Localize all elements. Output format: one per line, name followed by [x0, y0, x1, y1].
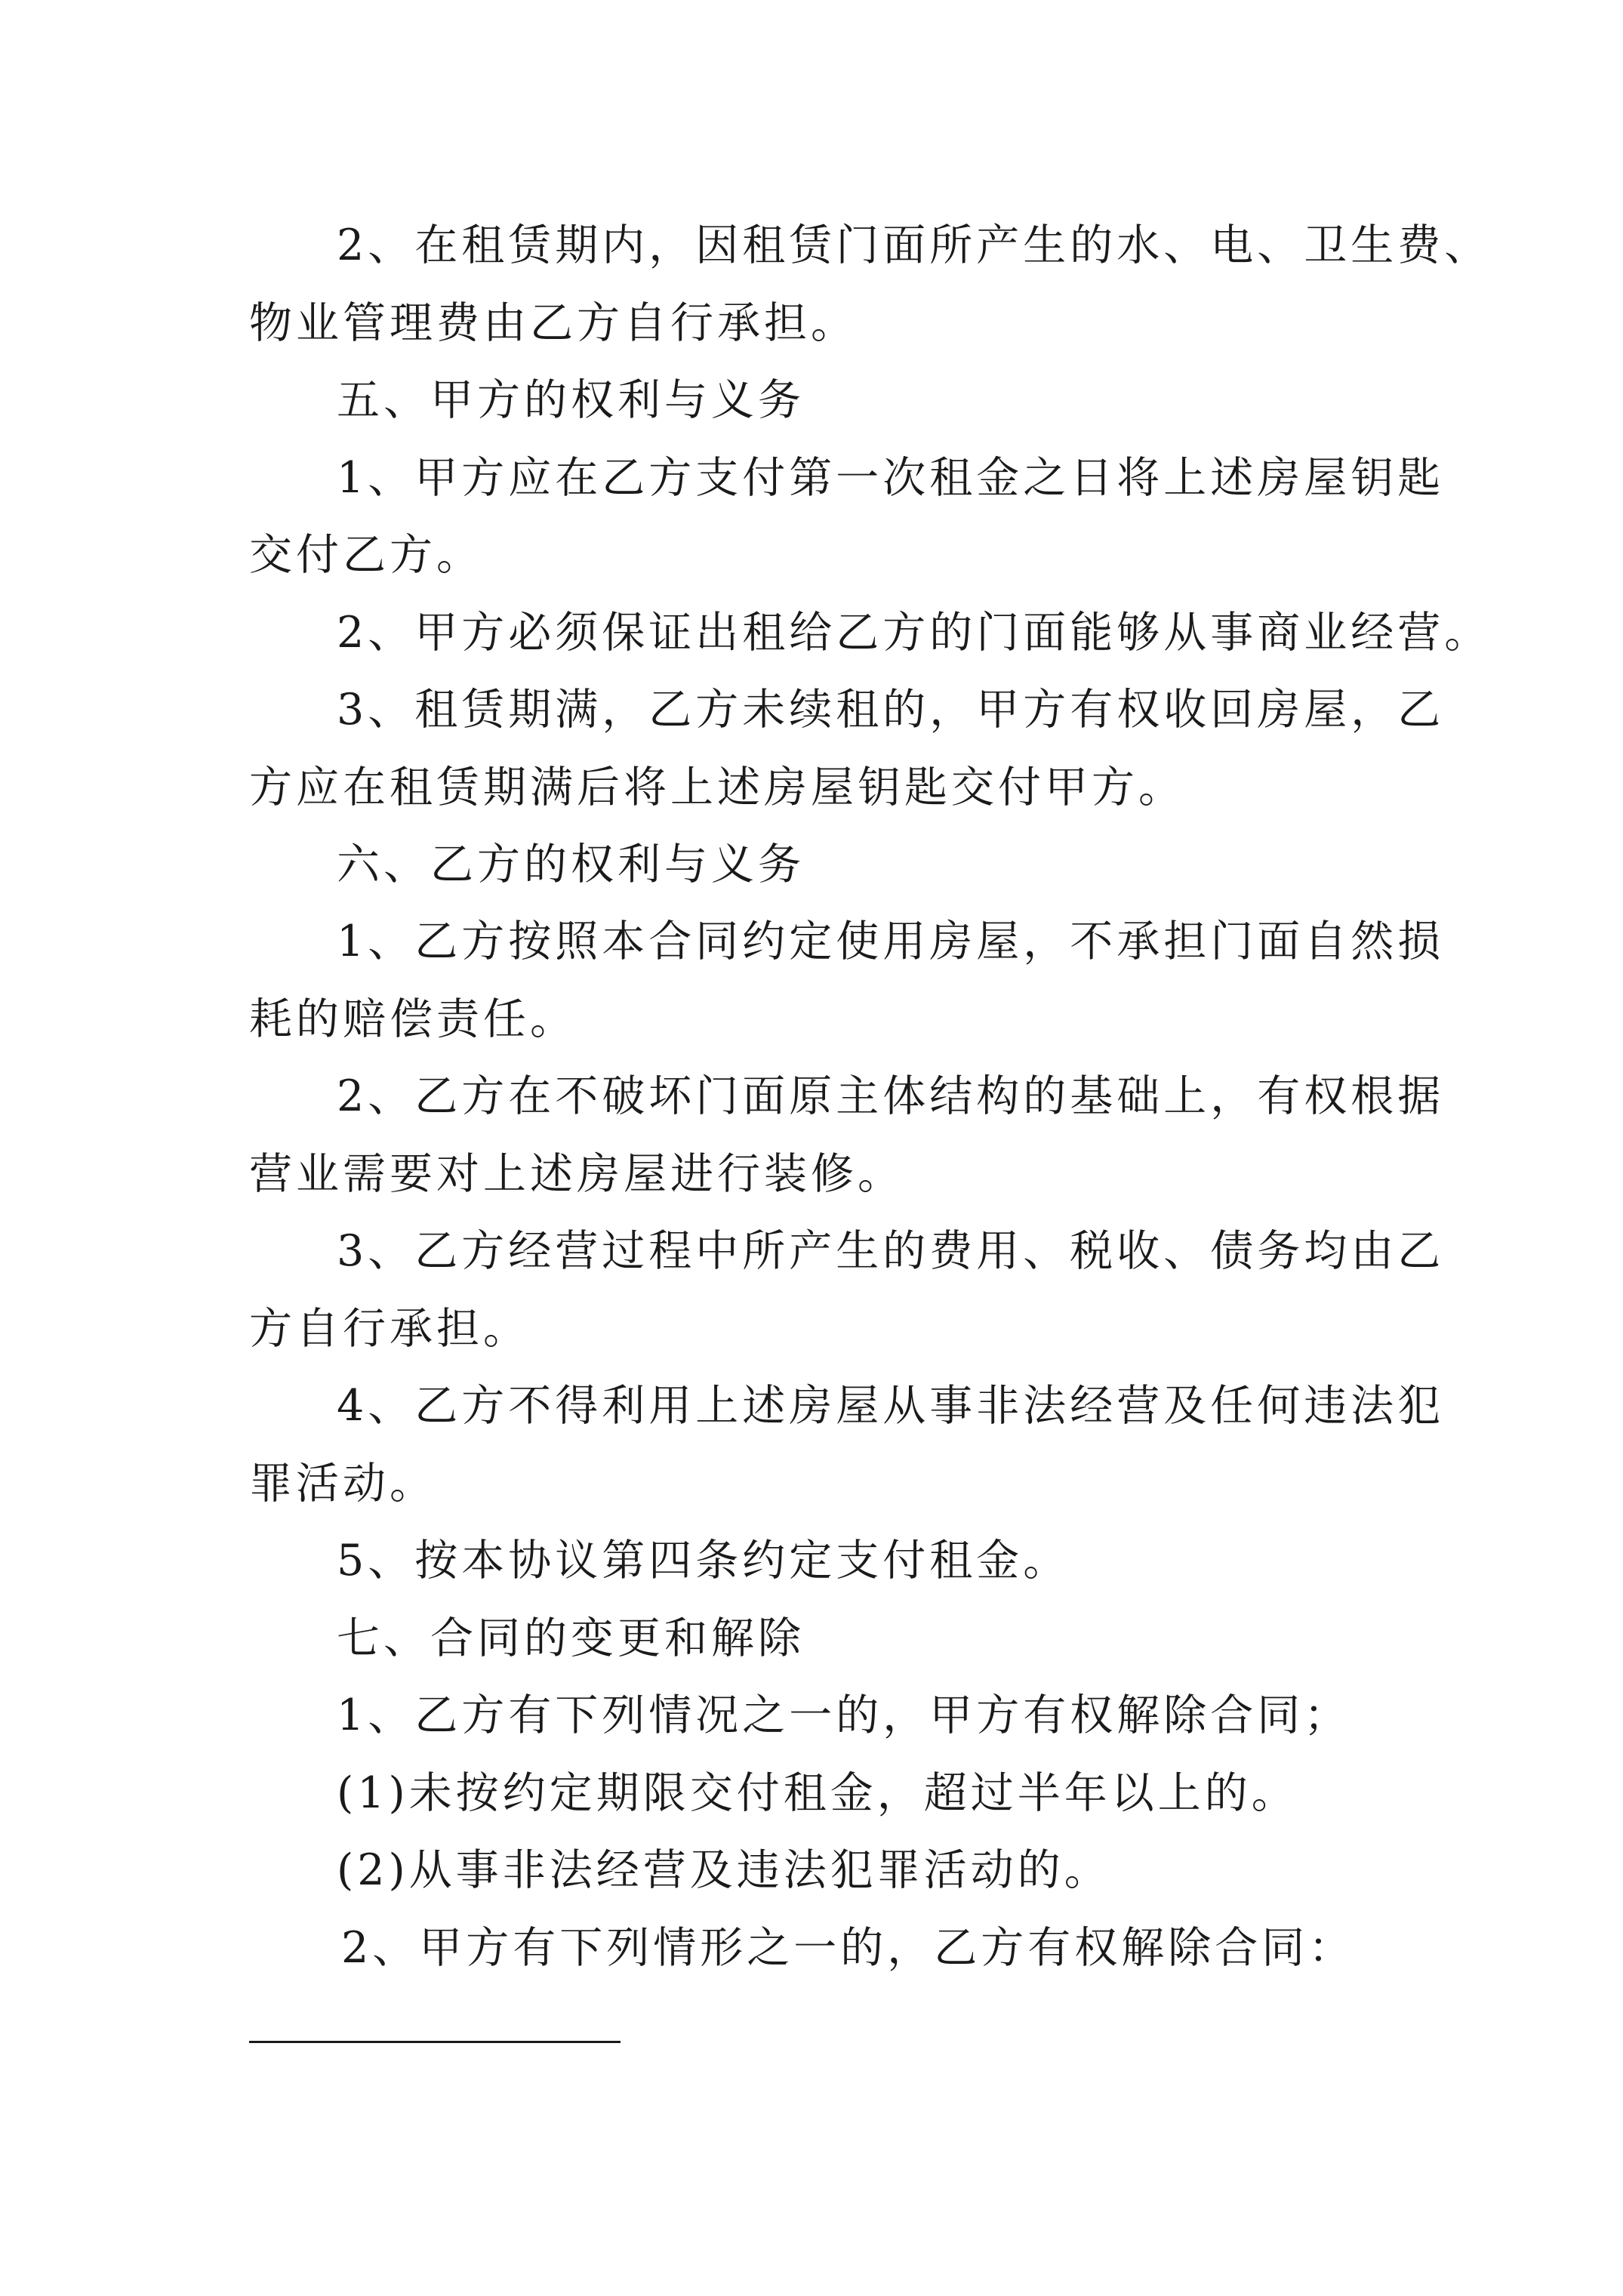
text-line: 2、甲方必须保证出租给乙方的门面能够从事商业经营。 — [337, 608, 1492, 658]
text-line: 物业管理费由乙方自行承担。 — [249, 298, 858, 348]
text-line: 4、乙方不得利用上述房屋从事非法经营及任何违法犯 — [337, 1381, 1445, 1431]
text-line: 1、乙方按照本合同约定使用房屋，不承担门面自然损 — [337, 917, 1445, 966]
text-line: 方应在租赁期满后将上述房屋钥匙交付甲方。 — [249, 763, 1185, 812]
footnote-separator — [249, 2041, 621, 2043]
text-line: 1、甲方应在乙方支付第一次租金之日将上述房屋钥匙 — [337, 453, 1445, 503]
text-line: 5、按本协议第四条约定支付租金。 — [337, 1536, 1070, 1586]
text-line: 3、乙方经营过程中所产生的费用、税收、债务均由乙 — [337, 1226, 1445, 1276]
section-heading: 七、合同的变更和解除 — [337, 1613, 805, 1663]
text-line: 2、在租赁期内，因租赁门面所产生的水、电、卫生费、 — [337, 220, 1492, 270]
text-line: 2、甲方有下列情形之一的，乙方有权解除合同： — [341, 1923, 1356, 1973]
text-line: 2、乙方在不破坏门面原主体结构的基础上，有权根据 — [337, 1071, 1445, 1121]
text-line: 罪活动。 — [249, 1459, 436, 1509]
text-line: 耗的赔偿责任。 — [249, 994, 577, 1044]
text-line: 营业需要对上述房屋进行装修。 — [249, 1149, 904, 1199]
list-item: (2)从事非法经营及违法犯罪活动的。 — [337, 1845, 1111, 1895]
section-heading: 六、乙方的权利与义务 — [337, 840, 805, 889]
text-line: 1、乙方有下列情况之一的，甲方有权解除合同； — [337, 1690, 1351, 1740]
list-item: (1)未按约定期限交付租金，超过半年以上的。 — [337, 1768, 1298, 1818]
section-heading: 五、甲方的权利与义务 — [337, 375, 805, 425]
text-line: 方自行承担。 — [249, 1304, 530, 1354]
text-line: 3、租赁期满，乙方未续租的，甲方有权收回房屋，乙 — [337, 685, 1445, 735]
text-line: 交付乙方。 — [249, 530, 483, 580]
